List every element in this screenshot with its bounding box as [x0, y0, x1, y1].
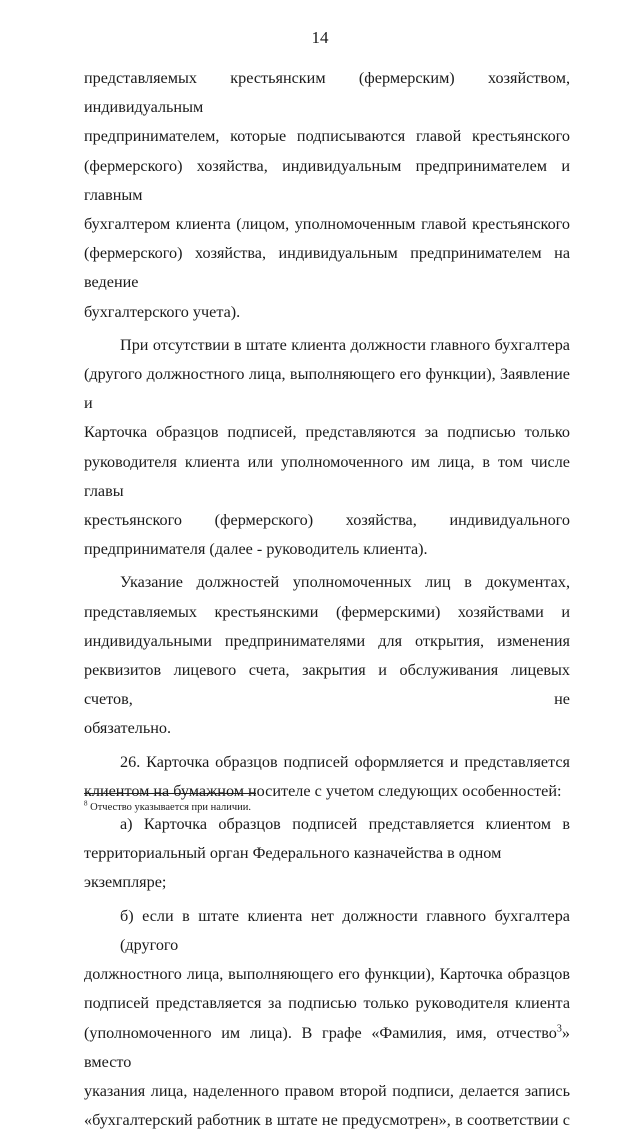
text-line: крестьянского (фермерского) хозяйства, индивидуального	[84, 511, 570, 530]
footnote-text: Отчество указывается при наличии.	[90, 802, 252, 813]
text-line: «бухгалтерский работник в штате не предусмотрен», в соответствии с	[84, 1111, 570, 1130]
text-line: подписей представляется за подписью только руководителя клиента	[84, 994, 570, 1013]
text-line: территориальный орган Федерального казначейства в одном экземпляре;	[84, 844, 502, 892]
text-line: должностного лица, выполняющего его функции), Карточка образцов	[84, 965, 570, 984]
text-line: клиентом на бумажном носителе с учетом следующих особенностей:	[84, 781, 562, 800]
text-line-with-footnote-ref	[84, 1019, 570, 1077]
text-line: реквизитов лицевого счета, закрытия и обслуживания лицевых счетов, не	[84, 661, 570, 709]
text-line: (фермерского) хозяйства, индивидуальным предпринимателем на ведение	[84, 244, 570, 292]
text-line: бухгалтером клиента (лицом, уполномоченным главой крестьянского	[84, 215, 570, 234]
document-body	[84, 64, 570, 1135]
text-line: представляемых крестьянскими (фермерскими) хозяйствами и	[84, 602, 570, 621]
footnote-marker: 8	[84, 799, 88, 808]
paragraph-no-chief-accountant	[84, 331, 570, 565]
text-line: (другого должностного лица, выполняющего его функции), Заявление и	[84, 365, 570, 413]
text-line: указания лица, наделенного правом второй подписи, делается запись	[84, 1081, 570, 1100]
text-line: предпринимателем, которые подписываются главой крестьянского	[84, 127, 570, 146]
footnote-separator	[84, 793, 256, 794]
text-line: (фермерского) хозяйства, индивидуальным предпринимателем и главным	[84, 156, 570, 204]
text-line: обязательно.	[84, 719, 172, 738]
text-line: При отсутствии в штате клиента должности главного бухгалтера	[120, 335, 570, 354]
text-line: представляемых крестьянским (фермерским) хозяйством, индивидуальным	[84, 69, 570, 117]
paragraph-continuation	[84, 64, 570, 327]
text-line: предпринимателя (далее - руководитель клиента).	[84, 540, 428, 559]
text-line: б) если в штате клиента нет должности главного бухгалтера (другого	[120, 906, 570, 954]
text-line: Указание должностей уполномоченных лиц в документах,	[120, 573, 570, 592]
paragraph-subitem-a	[84, 810, 570, 898]
text-line: а) Карточка образцов подписей представляется клиентом в	[120, 815, 570, 834]
text-line: руководителя клиента или уполномоченного им лица, в том числе главы	[84, 452, 570, 500]
page-number: 14	[311, 28, 329, 47]
text-fragment: » вместо	[84, 1023, 570, 1071]
paragraph-subitem-b	[84, 902, 570, 1135]
footnote-reference: 3	[556, 1023, 562, 1035]
text-fragment: (уполномоченного им лица). В графе «Фамилия, имя, отчество	[84, 1023, 557, 1042]
text-line: индивидуальными предпринимателями для открытия, изменения	[84, 631, 570, 650]
paragraph-positions	[84, 568, 570, 743]
footnote	[84, 801, 251, 815]
paragraph-item-26	[84, 748, 570, 806]
text-line: 26. Карточка образцов подписей оформляется и представляется	[120, 752, 570, 771]
text-line: Карточка образцов подписей, представляются за подписью только	[84, 423, 570, 442]
text-line: бухгалтерского учета).	[84, 302, 241, 321]
